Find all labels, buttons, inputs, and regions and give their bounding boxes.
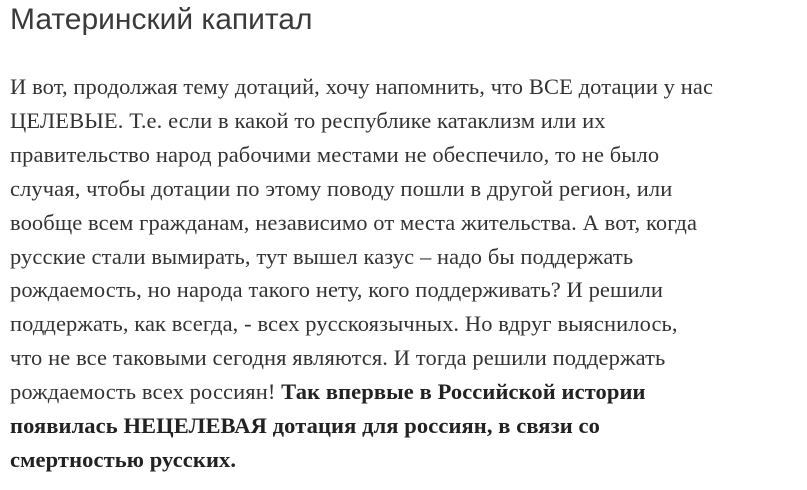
paragraph-line: поддержать, как всегда, - всех русскоязычных. Но вдруг выяснилось, (10, 311, 678, 337)
regular-text: рождаемость всех россиян! (10, 379, 282, 405)
article-body (10, 70, 805, 477)
paragraph-line: И вот, продолжая тему дотаций, хочу напомнить, что ВСЕ дотации у нас (10, 74, 714, 99)
bold-emphasis-text: Так впервые в Российской истории (281, 379, 646, 405)
paragraph-line: вообще всем гражданам, независимо от места жительства. А вот, когда (10, 209, 698, 235)
paragraph-line: русские стали вымирать, тут вышел казус – надо бы поддержать (10, 243, 634, 269)
paragraph-line: рождаемость, но народа такого нету, кого поддерживать? И решили (10, 277, 664, 303)
paragraph-line: правительство народ рабочими местами не обеспечило, то не было (10, 141, 660, 167)
paragraph-line-mixed (10, 375, 805, 409)
bold-emphasis-line: появилась НЕЦЕЛЕВАЯ дотация для россиян, в связи со (10, 413, 600, 439)
article-title: Материнский капитал (10, 3, 313, 36)
paragraph-line: случая, чтобы дотации по этому поводу пошли в другой регион, или (10, 175, 673, 201)
bold-emphasis-line: смертностью русских. (10, 446, 237, 472)
paragraph-line: ЦЕЛЕВЫЕ. Т.е. если в какой то республике катаклизм или их (10, 107, 606, 133)
paragraph-line: что не все таковыми сегодня являются. И тогда решили поддержать (10, 345, 666, 371)
